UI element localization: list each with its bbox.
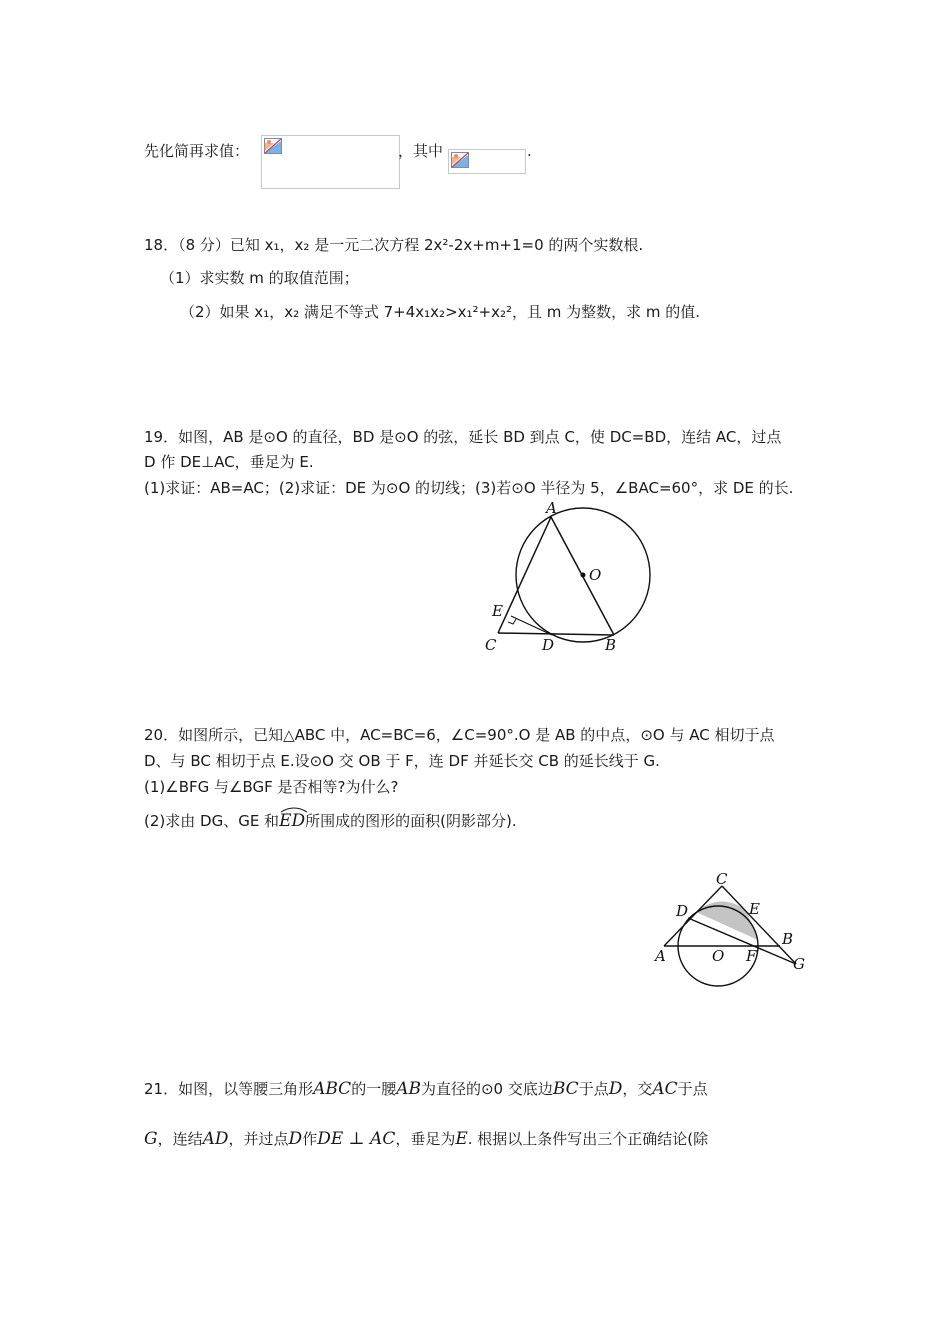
q21-text: ，交	[622, 1080, 653, 1098]
q20-label-g: G	[793, 955, 805, 973]
q21-math-e: E	[455, 1129, 468, 1149]
q19-center-dot	[581, 573, 586, 578]
q20-label-c: C	[716, 870, 728, 888]
q20-line4-pre: (2)求由 DG、GE 和	[144, 812, 280, 830]
q21-math-d: D	[288, 1129, 303, 1149]
q19-segment-ac	[498, 517, 551, 633]
q18-part2: （2）如果 x₁，x₂ 满足不等式 7+4x₁x₂>x₁²+x₂²，且 m 为整数，求 m 的值.	[180, 303, 701, 321]
q21-text: 作	[302, 1130, 318, 1148]
q19-line1: 19．如图，AB 是⊙O 的直径，BD 是⊙O 的弦，延长 BD 到点 C，使 DC=BD，连结 AC，过点	[144, 428, 782, 446]
q21-text: 于点	[677, 1080, 708, 1098]
q20-line3: (1)∠BFG 与∠BGF 是否相等?为什么?	[144, 778, 399, 796]
q20-line2: D、与 BC 相切于点 E.设⊙O 交 OB 于 F，连 DF 并延长交 CB 的延长线于 G.	[144, 752, 660, 770]
q19-label-o: O	[589, 566, 602, 584]
q21-text: 于点	[578, 1080, 609, 1098]
q21-math-ad: AD	[202, 1129, 229, 1149]
q21-text: 为直径的⊙0 交底边	[420, 1080, 553, 1098]
q20-label-a: A	[655, 947, 666, 965]
q21-line2	[144, 1127, 708, 1151]
q20-line4	[144, 811, 517, 831]
q21-math-de-perp-ac: DE ⊥ AC	[317, 1129, 396, 1149]
q21-math-bc: BC	[552, 1079, 579, 1099]
q21-text: ，并过点	[228, 1130, 289, 1148]
q21-math-ab: AB	[396, 1079, 421, 1099]
q19-label-c: C	[485, 636, 497, 654]
q21-line1	[144, 1077, 708, 1101]
q19-line3: (1)求证：AB=AC；(2)求证：DE 为⊙O 的切线；(3)若⊙O 半径为 5，∠BAC=60°，求 DE 的长.	[144, 479, 794, 497]
q19-label-b: B	[605, 636, 617, 654]
q20-figure	[648, 868, 818, 988]
q19-right-angle-mark	[508, 619, 516, 624]
q21-text: 的一腰	[351, 1080, 397, 1098]
q17-prompt: 先化简再求值：	[144, 142, 250, 160]
q21-math-g: G	[144, 1129, 158, 1149]
q21-text: ，连结	[157, 1130, 203, 1148]
q20-label-b: B	[782, 930, 794, 948]
q19-figure	[478, 498, 668, 660]
q20-label-d: D	[676, 902, 689, 920]
q18-part1: （1）求实数 m 的取值范围；	[160, 269, 359, 287]
q21-text: ，垂足为	[395, 1130, 456, 1148]
q21-math-ac: AC	[652, 1079, 678, 1099]
q18-head: 18．（8 分）已知 x₁，x₂ 是一元二次方程 2x²-2x+m+1=0 的两个实数根.	[144, 236, 644, 254]
broken-image-condition	[448, 149, 526, 174]
q17-line	[144, 141, 249, 161]
broken-image-expression	[261, 135, 400, 189]
q20-label-o: O	[712, 947, 725, 965]
q19-segment-cb	[498, 633, 614, 635]
broken-image-icon	[451, 152, 469, 168]
q17-end: .	[527, 142, 532, 160]
q20-line1: 20．如图所示，已知△ABC 中，AC=BC=6，∠C=90°.O 是 AB 的中点，⊙O 与 AC 相切于点	[144, 726, 775, 744]
q21-math-abc: ABC	[313, 1079, 352, 1099]
q20-arc-ed	[279, 811, 305, 831]
q19-label-d: D	[542, 636, 555, 654]
q20-arc-label: ED	[279, 811, 306, 831]
q17-where: ，其中	[398, 142, 444, 160]
q20-label-e: E	[749, 900, 760, 918]
q20-line4-post: 所围成的图形的面积(阴影部分).	[305, 812, 517, 830]
q21-math-d: D	[608, 1079, 623, 1099]
q19-label-e: E	[492, 602, 503, 620]
q19-line2: D 作 DE⊥AC，垂足为 E.	[144, 453, 314, 471]
q20-arc-mark	[279, 805, 309, 813]
q21-text: 21．如图，以等腰三角形	[144, 1080, 314, 1098]
q20-label-f: F	[746, 947, 757, 965]
broken-image-icon	[264, 138, 282, 154]
q19-label-a: A	[546, 499, 557, 517]
q21-text: . 根据以上条件写出三个正确结论(除	[467, 1130, 709, 1148]
